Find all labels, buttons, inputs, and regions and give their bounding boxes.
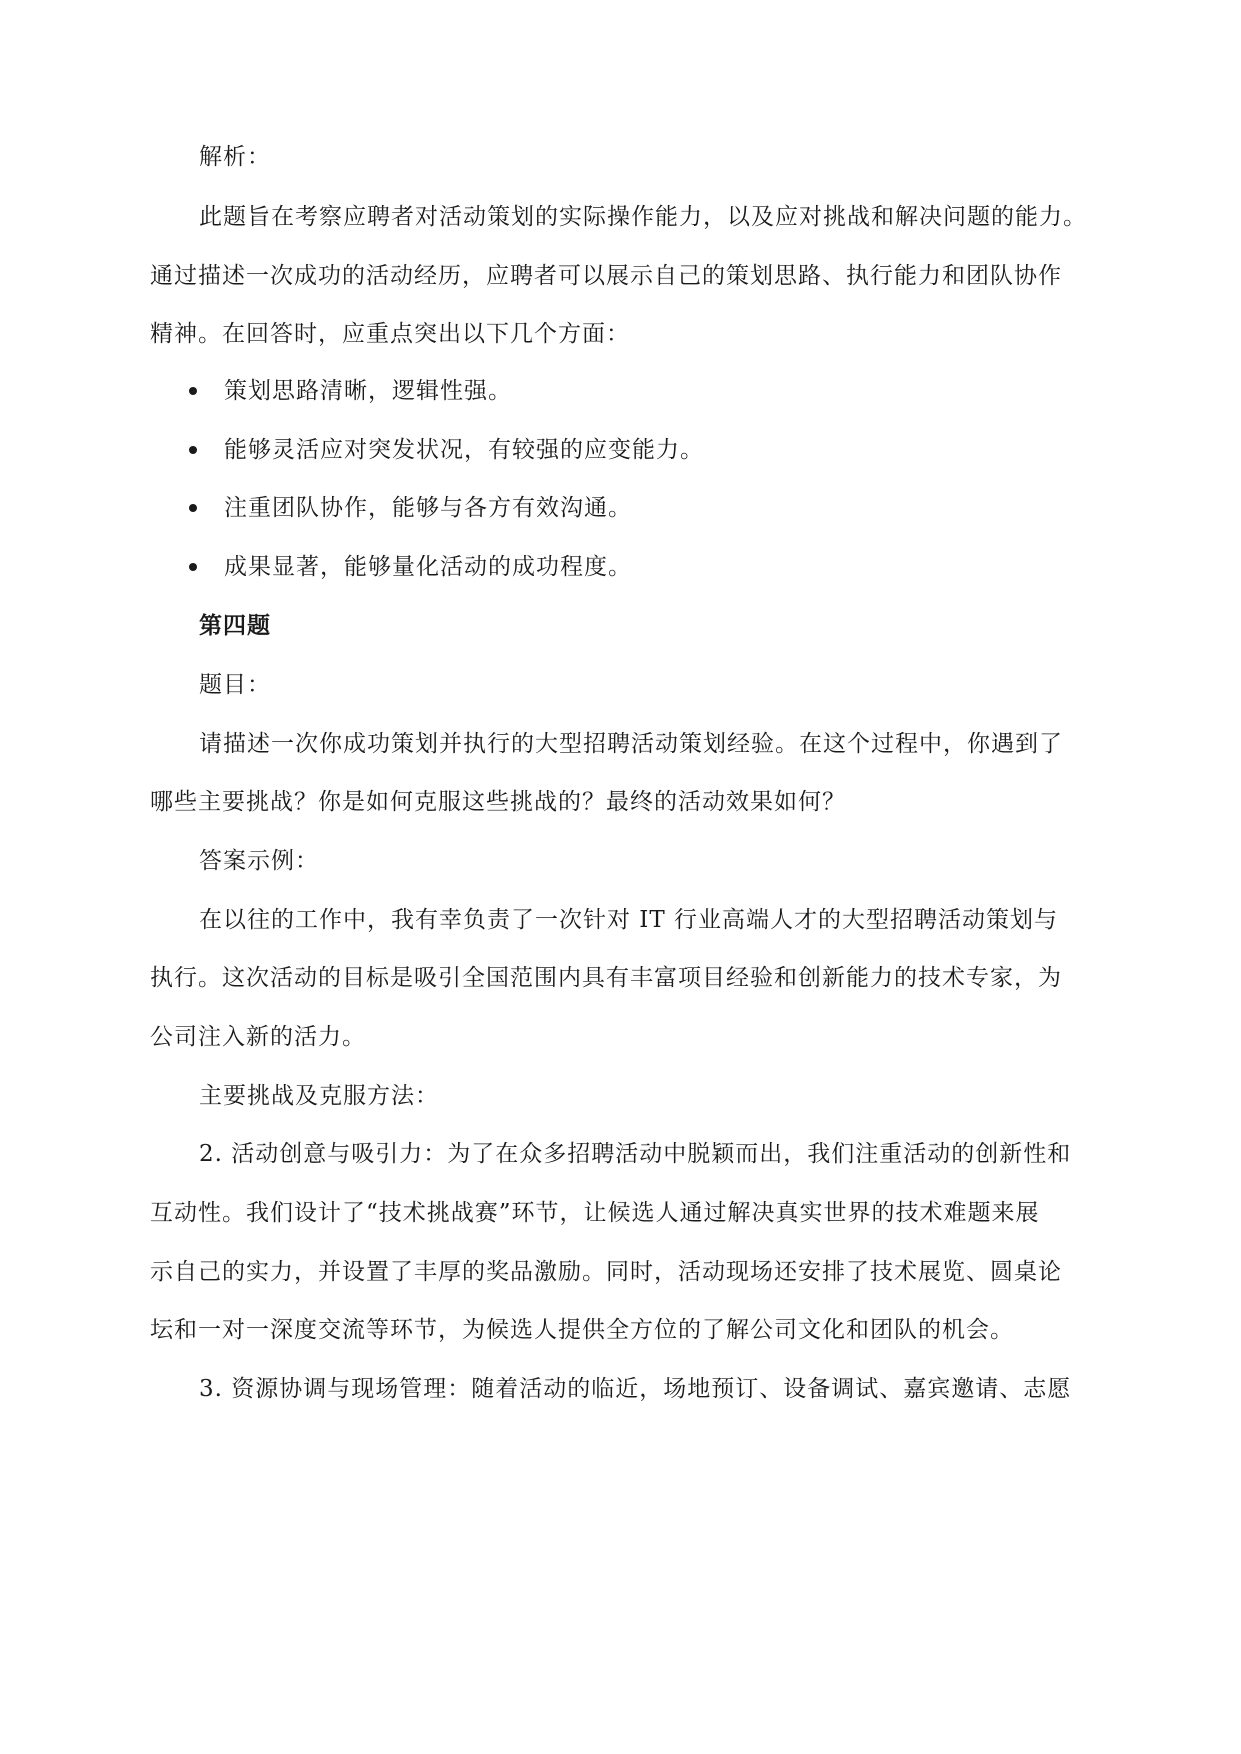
question-line: 请描述一次你成功策划并执行的大型招聘活动策划经验。在这个过程中，你遇到了 <box>199 731 1063 757</box>
analysis-heading: 解析： <box>199 144 271 170</box>
question-line: 哪些主要挑战？你是如何克服这些挑战的？最终的活动效果如何？ <box>150 789 846 815</box>
analysis-paragraph-line: 通过描述一次成功的活动经历，应聘者可以展示自己的策划思路、执行能力和团队协作 <box>150 263 1062 289</box>
bullet-item: 注重团队协作，能够与各方有效沟通。 <box>224 495 632 521</box>
answer-intro-line: 公司注入新的活力。 <box>150 1024 366 1050</box>
answer-label: 答案示例： <box>199 848 319 874</box>
bullet-dot-icon <box>189 563 197 571</box>
bullet-dot-icon <box>189 446 197 454</box>
bullet-item: 策划思路清晰，逻辑性强。 <box>224 378 512 404</box>
item-2-line: 示自己的实力，并设置了丰厚的奖品激励。同时，活动现场还安排了技术展览、圆桌论 <box>150 1259 1062 1285</box>
question-label: 题目： <box>199 672 271 698</box>
item-2-line: 2. 活动创意与吸引力：为了在众多招聘活动中脱颖而出，我们注重活动的创新性和 <box>199 1141 1072 1167</box>
bullet-item: 成果显著，能够量化活动的成功程度。 <box>224 554 632 580</box>
item-2-line: 互动性。我们设计了“技术挑战赛”环节，让候选人通过解决真实世界的技术难题来展 <box>150 1200 1040 1226</box>
answer-intro-line: 执行。这次活动的目标是吸引全国范围内具有丰富项目经验和创新能力的技术专家，为 <box>150 965 1062 991</box>
bullet-dot-icon <box>189 504 197 512</box>
challenges-label: 主要挑战及克服方法： <box>199 1083 439 1109</box>
analysis-paragraph-line: 此题旨在考察应聘者对活动策划的实际操作能力，以及应对挑战和解决问题的能力。 <box>199 204 1087 230</box>
analysis-paragraph-line: 精神。在回答时，应重点突出以下几个方面： <box>150 321 630 347</box>
item-3-line: 3. 资源协调与现场管理：随着活动的临近，场地预订、设备调试、嘉宾邀请、志愿 <box>199 1376 1072 1402</box>
answer-intro-line: 在以往的工作中，我有幸负责了一次针对 IT 行业高端人才的大型招聘活动策划与 <box>199 907 1059 933</box>
bullet-dot-icon <box>189 387 197 395</box>
item-2-line: 坛和一对一深度交流等环节，为候选人提供全方位的了解公司文化和团队的机会。 <box>150 1317 1014 1343</box>
bullet-item: 能够灵活应对突发状况，有较强的应变能力。 <box>224 437 704 463</box>
section-title: 第四题 <box>199 612 271 639</box>
